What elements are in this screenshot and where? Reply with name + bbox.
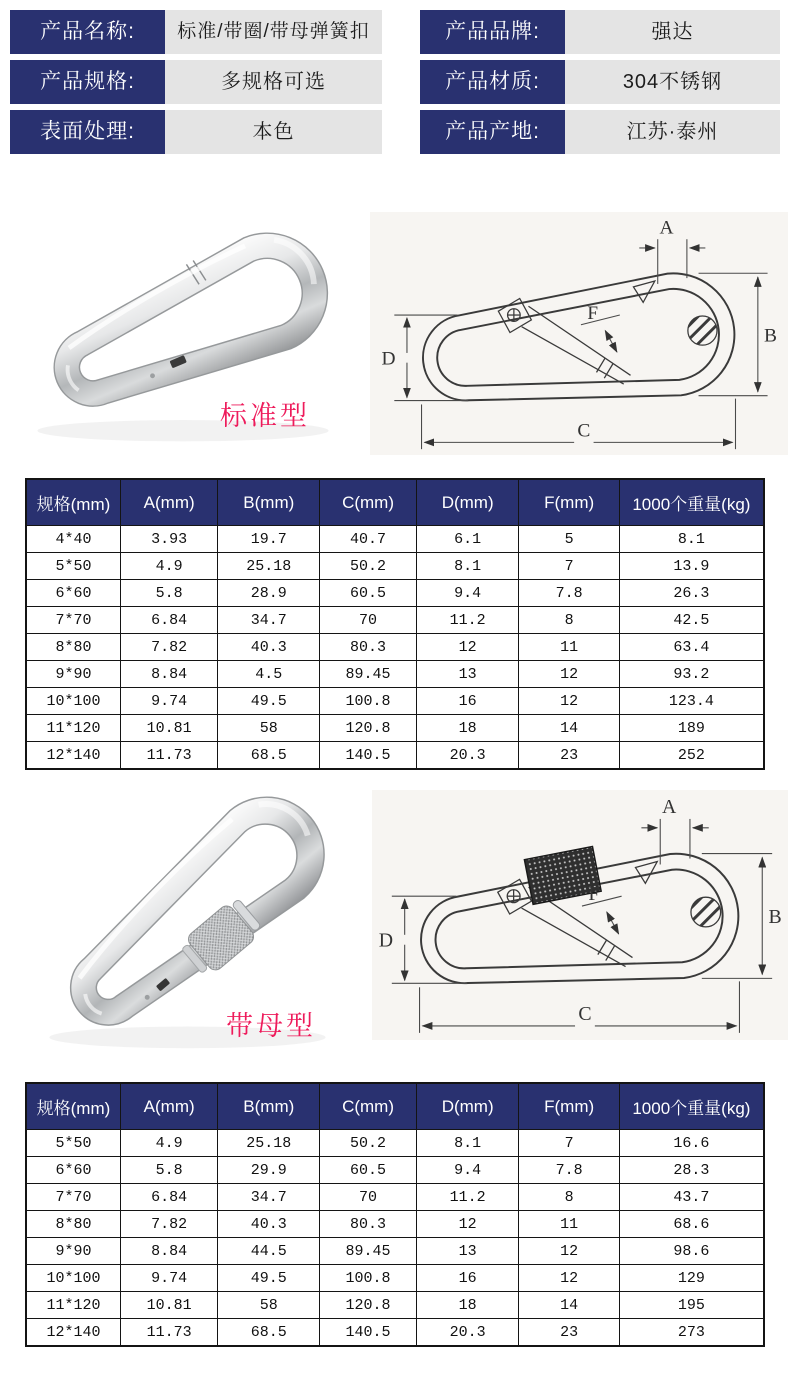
standard-spec-table-head xyxy=(26,479,764,526)
table-cell: 9.4 xyxy=(416,1157,519,1184)
table-cell: 140.5 xyxy=(320,1319,417,1347)
table-cell: 140.5 xyxy=(320,742,417,770)
table-cell: 43.7 xyxy=(619,1184,764,1211)
column-header: C(mm) xyxy=(320,479,417,526)
dim-label-c: C xyxy=(577,420,591,442)
table-row xyxy=(26,1319,764,1347)
table-cell: 11 xyxy=(519,634,619,661)
table-cell: 6*60 xyxy=(26,580,120,607)
table-cell: 20.3 xyxy=(416,1319,519,1347)
standard-spec-table-body xyxy=(26,526,764,770)
table-cell: 42.5 xyxy=(619,607,764,634)
column-header: 规格(mm) xyxy=(26,1083,120,1130)
table-cell: 9.4 xyxy=(416,580,519,607)
table-cell: 123.4 xyxy=(619,688,764,715)
table-cell: 12*140 xyxy=(26,1319,120,1347)
table-cell: 10*100 xyxy=(26,688,120,715)
table-cell: 26.3 xyxy=(619,580,764,607)
table-cell: 40.3 xyxy=(218,1211,320,1238)
info-value-origin: 江苏·泰州 xyxy=(565,110,780,154)
table-cell: 7 xyxy=(519,1130,619,1157)
table-cell: 18 xyxy=(416,1292,519,1319)
info-label-spec: 产品规格: xyxy=(10,60,165,104)
table-cell: 6.84 xyxy=(120,607,217,634)
table-cell: 80.3 xyxy=(320,1211,417,1238)
table-row xyxy=(26,715,764,742)
table-row xyxy=(26,1238,764,1265)
table-cell: 4.5 xyxy=(218,661,320,688)
table-cell: 11.2 xyxy=(416,607,519,634)
table-cell: 12 xyxy=(416,1211,519,1238)
table-cell: 13 xyxy=(416,661,519,688)
info-label-origin: 产品产地: xyxy=(420,110,565,154)
table-cell: 11.2 xyxy=(416,1184,519,1211)
table-cell: 4.9 xyxy=(120,553,217,580)
table-cell: 58 xyxy=(218,1292,320,1319)
header-row xyxy=(26,1083,764,1130)
column-header: 1000个重量(kg) xyxy=(619,1083,764,1130)
table-cell: 68.5 xyxy=(218,742,320,770)
table-cell: 12 xyxy=(519,661,619,688)
table-cell: 5.8 xyxy=(120,580,217,607)
dim-label-d: D xyxy=(378,929,394,952)
table-cell: 9*90 xyxy=(26,661,120,688)
table-row xyxy=(26,1265,764,1292)
table-cell: 23 xyxy=(519,742,619,770)
table-cell: 8.84 xyxy=(120,1238,217,1265)
table-row xyxy=(26,580,764,607)
column-header: D(mm) xyxy=(416,479,519,526)
nut-dimension-diagram xyxy=(372,790,788,1040)
nut-dimension-diagram-svg xyxy=(372,790,788,1040)
header-row xyxy=(26,479,764,526)
table-cell: 98.6 xyxy=(619,1238,764,1265)
table-cell: 12 xyxy=(416,634,519,661)
table-cell: 5.8 xyxy=(120,1157,217,1184)
table-cell: 60.5 xyxy=(320,1157,417,1184)
table-row xyxy=(26,553,764,580)
info-value-spec: 多规格可选 xyxy=(165,60,382,104)
table-cell: 5*50 xyxy=(26,553,120,580)
table-cell: 10*100 xyxy=(26,1265,120,1292)
table-cell: 70 xyxy=(320,607,417,634)
table-row xyxy=(26,1292,764,1319)
table-cell: 100.8 xyxy=(320,1265,417,1292)
table-cell: 12 xyxy=(519,688,619,715)
table-cell: 120.8 xyxy=(320,1292,417,1319)
table-row xyxy=(26,634,764,661)
table-row xyxy=(26,1184,764,1211)
table-cell: 19.7 xyxy=(218,526,320,553)
info-label-product-name: 产品名称: xyxy=(10,10,165,54)
table-cell: 25.18 xyxy=(218,1130,320,1157)
standard-dimension-diagram xyxy=(370,212,788,455)
table-cell: 7.82 xyxy=(120,1211,217,1238)
table-cell: 93.2 xyxy=(619,661,764,688)
table-row xyxy=(26,607,764,634)
table-cell: 189 xyxy=(619,715,764,742)
table-cell: 63.4 xyxy=(619,634,764,661)
table-cell: 6*60 xyxy=(26,1157,120,1184)
dim-label-f: F xyxy=(587,302,599,324)
table-row xyxy=(26,688,764,715)
table-cell: 100.8 xyxy=(320,688,417,715)
table-cell: 12 xyxy=(519,1238,619,1265)
column-header: A(mm) xyxy=(120,479,217,526)
table-cell: 49.5 xyxy=(218,1265,320,1292)
standard-dimension-diagram-svg xyxy=(370,212,788,455)
column-header: B(mm) xyxy=(218,479,320,526)
table-cell: 14 xyxy=(519,1292,619,1319)
table-cell: 129 xyxy=(619,1265,764,1292)
table-cell: 23 xyxy=(519,1319,619,1347)
dim-label-c: C xyxy=(578,1002,592,1025)
nut-spec-table-body xyxy=(26,1130,764,1347)
table-cell: 16 xyxy=(416,1265,519,1292)
table-row xyxy=(26,742,764,770)
column-header: A(mm) xyxy=(120,1083,217,1130)
table-cell: 6.1 xyxy=(416,526,519,553)
table-cell: 11.73 xyxy=(120,1319,217,1347)
table-cell: 50.2 xyxy=(320,1130,417,1157)
table-cell: 44.5 xyxy=(218,1238,320,1265)
table-row xyxy=(26,1211,764,1238)
dim-label-a: A xyxy=(661,795,677,818)
table-cell: 9.74 xyxy=(120,688,217,715)
table-cell: 8.84 xyxy=(120,661,217,688)
table-cell: 10.81 xyxy=(120,1292,217,1319)
table-cell: 11 xyxy=(519,1211,619,1238)
table-cell: 25.18 xyxy=(218,553,320,580)
column-header: C(mm) xyxy=(320,1083,417,1130)
column-header: B(mm) xyxy=(218,1083,320,1130)
table-cell: 89.45 xyxy=(320,661,417,688)
table-cell: 80.3 xyxy=(320,634,417,661)
standard-spec-table xyxy=(25,478,765,770)
table-cell: 8.1 xyxy=(416,1130,519,1157)
table-cell: 40.3 xyxy=(218,634,320,661)
table-cell: 68.6 xyxy=(619,1211,764,1238)
table-cell: 120.8 xyxy=(320,715,417,742)
table-cell: 7 xyxy=(519,553,619,580)
table-cell: 6.84 xyxy=(120,1184,217,1211)
table-cell: 29.9 xyxy=(218,1157,320,1184)
table-cell: 252 xyxy=(619,742,764,770)
table-cell: 11*120 xyxy=(26,715,120,742)
column-header: F(mm) xyxy=(519,1083,619,1130)
table-cell: 7*70 xyxy=(26,1184,120,1211)
table-cell: 60.5 xyxy=(320,580,417,607)
info-label-material: 产品材质: xyxy=(420,60,565,104)
table-row xyxy=(26,1130,764,1157)
table-cell: 58 xyxy=(218,715,320,742)
table-cell: 40.7 xyxy=(320,526,417,553)
info-label-brand: 产品品牌: xyxy=(420,10,565,54)
table-cell: 14 xyxy=(519,715,619,742)
nut-spec-table-head xyxy=(26,1083,764,1130)
column-header: 规格(mm) xyxy=(26,479,120,526)
table-cell: 13.9 xyxy=(619,553,764,580)
column-header: F(mm) xyxy=(519,479,619,526)
nut-spec-table xyxy=(25,1082,765,1347)
dim-label-f: F xyxy=(588,883,600,906)
table-cell: 273 xyxy=(619,1319,764,1347)
table-cell: 16.6 xyxy=(619,1130,764,1157)
table-cell: 20.3 xyxy=(416,742,519,770)
table-cell: 3.93 xyxy=(120,526,217,553)
dim-label-d: D xyxy=(381,348,396,370)
table-cell: 49.5 xyxy=(218,688,320,715)
table-cell: 8*80 xyxy=(26,634,120,661)
table-cell: 12 xyxy=(519,1265,619,1292)
table-cell: 4.9 xyxy=(120,1130,217,1157)
table-cell: 9*90 xyxy=(26,1238,120,1265)
table-cell: 7.8 xyxy=(519,1157,619,1184)
table-cell: 16 xyxy=(416,688,519,715)
table-cell: 9.74 xyxy=(120,1265,217,1292)
table-row xyxy=(26,526,764,553)
table-cell: 5*50 xyxy=(26,1130,120,1157)
info-label-finish: 表面处理: xyxy=(10,110,165,154)
table-cell: 34.7 xyxy=(218,607,320,634)
table-cell: 4*40 xyxy=(26,526,120,553)
dim-label-a: A xyxy=(659,217,674,239)
dim-label-b: B xyxy=(763,325,777,347)
table-cell: 8 xyxy=(519,607,619,634)
table-cell: 8.1 xyxy=(619,526,764,553)
table-row xyxy=(26,661,764,688)
type-label-nut: 带母型 xyxy=(226,1011,316,1041)
table-cell: 28.3 xyxy=(619,1157,764,1184)
info-value-product-name: 标准/带圈/带母弹簧扣 xyxy=(165,10,382,54)
table-cell: 195 xyxy=(619,1292,764,1319)
table-cell: 11*120 xyxy=(26,1292,120,1319)
column-header: D(mm) xyxy=(416,1083,519,1130)
table-cell: 5 xyxy=(519,526,619,553)
dim-label-b: B xyxy=(768,905,782,928)
table-cell: 8*80 xyxy=(26,1211,120,1238)
table-cell: 8.1 xyxy=(416,553,519,580)
table-cell: 8 xyxy=(519,1184,619,1211)
table-cell: 10.81 xyxy=(120,715,217,742)
table-cell: 7.82 xyxy=(120,634,217,661)
info-value-material: 304不锈钢 xyxy=(565,60,780,104)
table-cell: 11.73 xyxy=(120,742,217,770)
table-row xyxy=(26,1157,764,1184)
table-cell: 68.5 xyxy=(218,1319,320,1347)
table-cell: 70 xyxy=(320,1184,417,1211)
column-header: 1000个重量(kg) xyxy=(619,479,764,526)
table-cell: 13 xyxy=(416,1238,519,1265)
table-cell: 34.7 xyxy=(218,1184,320,1211)
table-cell: 50.2 xyxy=(320,553,417,580)
table-cell: 7.8 xyxy=(519,580,619,607)
table-cell: 18 xyxy=(416,715,519,742)
table-cell: 28.9 xyxy=(218,580,320,607)
type-label-standard: 标准型 xyxy=(220,401,310,431)
table-cell: 7*70 xyxy=(26,607,120,634)
table-cell: 12*140 xyxy=(26,742,120,770)
info-value-finish: 本色 xyxy=(165,110,382,154)
table-cell: 89.45 xyxy=(320,1238,417,1265)
info-value-brand: 强达 xyxy=(565,10,780,54)
